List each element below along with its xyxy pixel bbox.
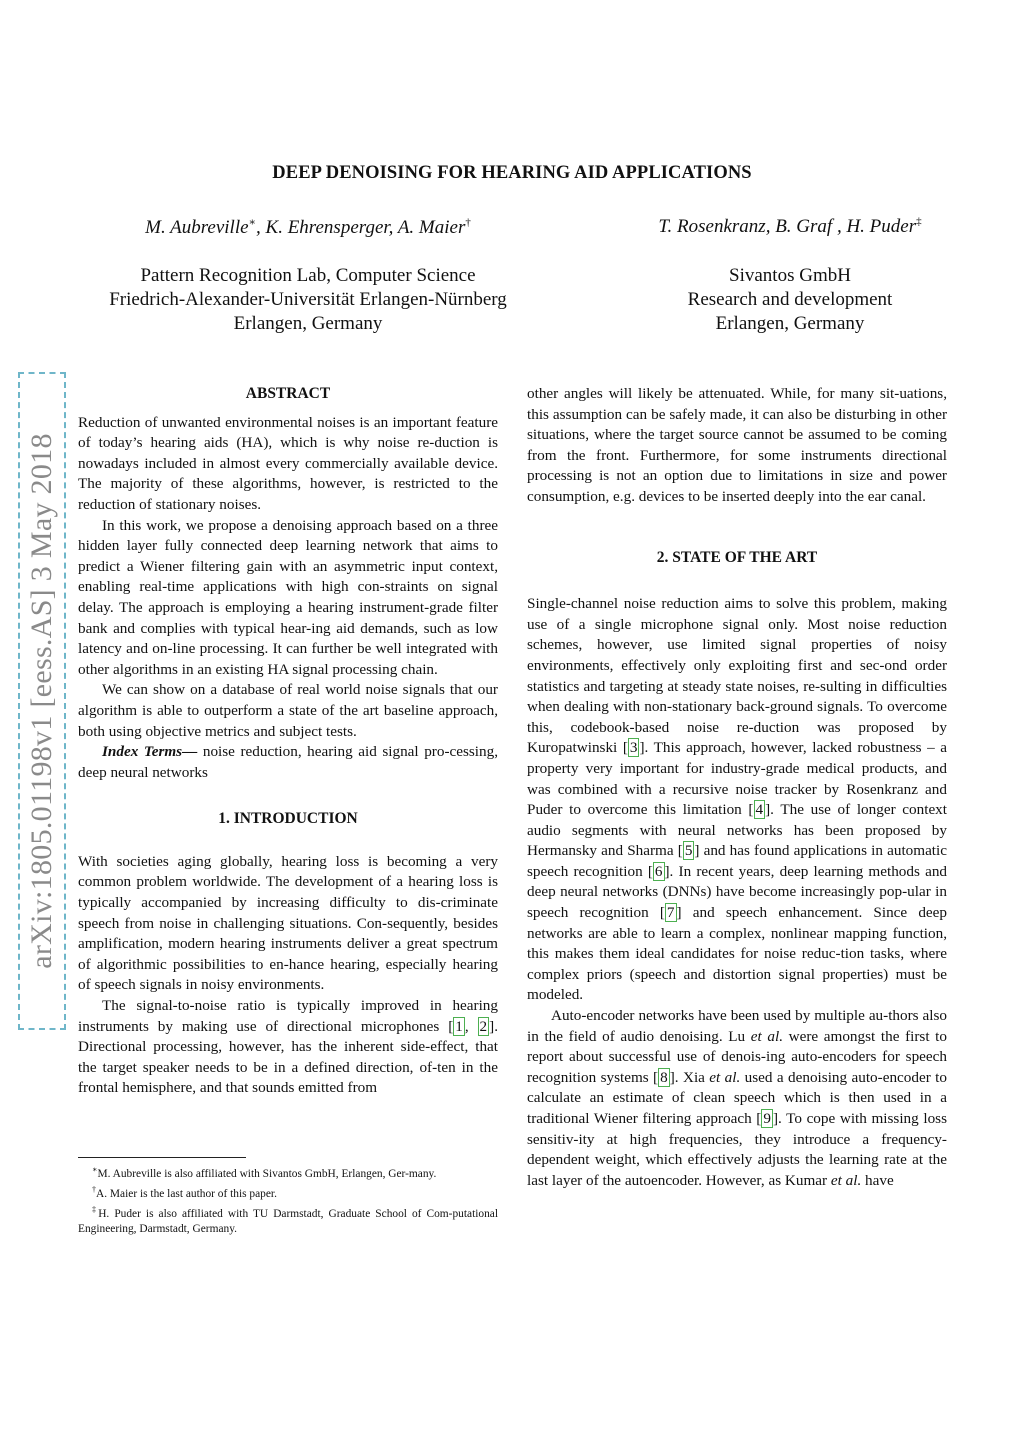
citation-link[interactable]: 1 — [455, 1017, 463, 1035]
affiliation-left — [80, 264, 536, 336]
citation-link[interactable]: 5 — [684, 842, 693, 860]
authors-left — [80, 216, 536, 239]
affiliation-line: Pattern Recognition Lab, Computer Science — [140, 265, 476, 286]
author-mark-puder: ‡ — [916, 216, 922, 228]
index-terms-label: Index Terms— — [102, 743, 198, 761]
footnote — [78, 1162, 498, 1182]
text-run: ]. In recent years, deep learning methods and deep neural networks (DNNs) have become increasingly pop-ular in speech recognition [ — [527, 862, 948, 922]
authors-left-text: M. Aubreville∗, K. Ehrensperger, A. Maier† — [145, 217, 471, 239]
citation-link[interactable]: 4 — [755, 801, 764, 819]
text-run: Single-channel noise reduction aims to solve this problem, making use of a single microphone signal only. Most noise reduction schemes, however, use limited signal properties of noisy environments, effectively only exploiting first and sec-ond order statistics and targeting at steady state noises, re-sulting in difficulties when dealing with non-stationary back-ground signals. To overcome this, codebook-based noise re-duction was proposed by Kuropatwinski [ — [527, 595, 947, 757]
text-run: ]. The use of longer context audio segments with neural networks has been proposed by Hermansky and Sharma [ — [527, 801, 947, 860]
index-terms — [78, 742, 498, 783]
text-run: ] and speech enhancement. Since deep networks are able to learn a complex, nonlinear mapping function, this makes them ideal candidates for noise reduc-tion tasks, where complex priors (speech and distortion signal properties) must be modeled. — [527, 904, 947, 1004]
footnote-text: A. Maier is the last author of this paper. — [96, 1187, 277, 1200]
intro-paragraph — [78, 996, 498, 1099]
text-run: ]. This approach, however, lacked robustness – a property very important for industry-grade medical products, and was combined with a recursive noise tracker by Rosenkranz and Puder to overcome this limitation [ — [527, 739, 947, 819]
authors-right — [580, 216, 1000, 238]
abstract-paragraph: We can show on a database of real world noise signals that our algorithm is able to outperform a state of the art baseline approach, both using objective metrics and subject tests. — [78, 681, 498, 740]
citation-link[interactable]: 7 — [666, 904, 675, 922]
citation-link[interactable]: 2 — [479, 1017, 488, 1035]
author-mark-aubreville: ∗ — [248, 217, 257, 229]
citation-link[interactable]: 8 — [660, 1068, 668, 1086]
body-paragraph: other angles will likely be attenuated. While, for many sit-uations, this assumption can be safely made, it can also be disturbing in other situations, where the target source cannot be assumed to be coming from the front. Furthermore, for some instruments directional processing is not an option due to limitations in size and power consumption, e.g. devices to be inserted deeply into the ear canal. — [527, 385, 947, 505]
affiliation-line: Friedrich-Alexander-Universität Erlangen-Nürnberg — [109, 289, 507, 310]
text-run: Auto-encoder networks have been used by multiple au-thors also in the field of audio denoising. Lu — [527, 1007, 947, 1045]
et-al: et al. — [750, 1027, 783, 1045]
abstract-paragraph: Reduction of unwanted environmental noises is an important feature of today’s hearing aids (HA), which is why noise re-duction is nowadays included in almost every commercially available device. The majority of these algorithms, however, is restricted to the reduction of stationary noises. — [78, 413, 498, 513]
footnote-rule — [78, 1157, 246, 1158]
citation-link[interactable]: 9 — [763, 1110, 771, 1127]
footnote-mark: ‡ — [92, 1204, 99, 1214]
text-run: ]. To cope with missing loss sensitiv-ity at high frequencies, they introduce a frequency-dependent weight, which effectively adjusts the learning rate at the last layer of the autoencoder. However, as Kumar — [527, 1110, 947, 1189]
abstract-paragraph: In this work, we propose a denoising approach based on a three hidden layer fully connected deep learning network that aims to predict a Wiener filtering gain with an asymmetric input context, enabling real-time applications with high con-straints on signal delay. The approach is employing a hearing instrument-grade filter bank and complies with typical hear-ing aid demands, such as low latency and on-line processing. It can further be well integrated with other algorithms in an existing HA signal processing chain. — [78, 516, 498, 678]
text-run: have — [861, 1171, 894, 1189]
text-run: ] and has found applications in automatic speech recognition [ — [527, 842, 947, 880]
arxiv-identifier: arXiv:1805.01198v1 [eess.AS] 3 May 2018 — [25, 433, 58, 969]
author-mark-maier: † — [465, 217, 471, 229]
text-run: , — [464, 1017, 478, 1035]
intro-heading: 1. INTRODUCTION — [218, 810, 358, 828]
sota-heading: 2. STATE OF THE ART — [656, 548, 818, 566]
footnote-text: H. Puder is also affiliated with TU Darmstadt, Graduate School of Com-putational Engineering, Darmstadt, Germany. — [78, 1207, 499, 1236]
intro-paragraph: With societies aging globally, hearing loss is becoming a very common problem worldwide. The development of a hearing loss is typically accompanied by increasing difficulty to dis-criminate speech from noise in challenging situations. Con-sequently, besides amplification, modern hearing instruments deliver a great spectrum of algorithmic possibilities to en-hance hearing, especially hearing of speech signals in noisy environments. — [78, 852, 498, 994]
footnote — [78, 1182, 498, 1202]
footnote-text: M. Aubreville is also affiliated with Sivantos GmbH, Erlangen, Ger-many. — [97, 1167, 437, 1180]
text-run: The signal-to-noise ratio is typically improved in hearing instruments by making use of directional microphones [ — [78, 997, 498, 1035]
text-run: ]. Xia — [669, 1068, 710, 1086]
footnotes — [78, 1162, 498, 1237]
affiliation-right — [580, 264, 1000, 336]
affiliation-line: Erlangen, Germany — [715, 313, 865, 334]
text-run: used a denoising auto-encoder to calculate an estimate of clean speech which is then used in a traditional Wiener filtering approach [ — [527, 1068, 947, 1127]
affiliation-line: Sivantos GmbH — [729, 265, 851, 286]
et-al: et al. — [709, 1068, 741, 1086]
footnote-mark: † — [92, 1184, 96, 1194]
autoencoder-paragraph — [527, 1006, 947, 1191]
index-terms-text: noise reduction, hearing aid signal pro-cessing, deep neural networks — [78, 743, 499, 781]
footnote — [78, 1202, 498, 1238]
text-run: were amongst the first to report about successful use of denois-ing auto-encoders for speech recognition systems [ — [527, 1027, 947, 1086]
authors-right-text: T. Rosenkranz, B. Graf , H. Puder‡ — [658, 216, 922, 238]
footnote-mark: ∗ — [92, 1165, 98, 1174]
citation-link[interactable]: 6 — [654, 862, 663, 880]
citation-link[interactable]: 3 — [629, 739, 638, 757]
abstract-heading: ABSTRACT — [245, 385, 331, 402]
arxiv-stamp — [18, 372, 66, 1030]
et-al: et al. — [830, 1171, 862, 1189]
sota-paragraph — [527, 594, 947, 1006]
right-column — [527, 384, 947, 1191]
affiliation-line: Research and development — [687, 289, 893, 310]
paper-title: DEEP DENOISING FOR HEARING AID APPLICATIONS — [272, 163, 752, 183]
affiliation-line: Erlangen, Germany — [233, 313, 383, 334]
text-run: ]. Directional processing, however, has the inherent side-effect, that the target speaker needs to be in a defined direction, of-ten in the frontal hemisphere, and that sounds emitted from — [78, 1017, 498, 1097]
left-column — [78, 384, 498, 1099]
